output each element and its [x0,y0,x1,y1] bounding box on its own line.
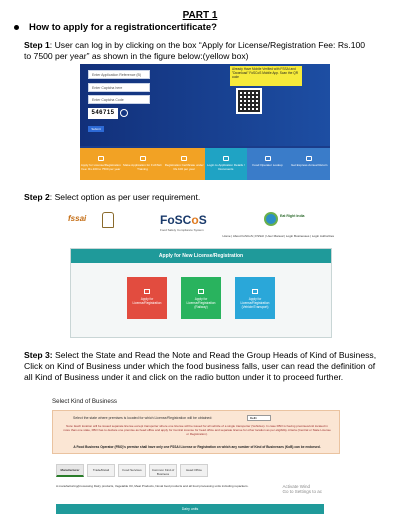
step2-text [24,192,374,203]
kob-description: A manufacturing/processing Dairy products, Vegetable Oil, Meat Products, Noval food products and all food processing units including repackers. [56,484,249,488]
location-note: Note: Each location will be issued separate license except transporter where one license will be issued for all vehicle of a single transporter (Vehicles). In case FBO is having premises/unit located in more than one state, FBO has to declare one premise as head office and apply for Central License for head office and separate license for other location as per eligibility criteria (Central or State License or Registration). [63,424,331,436]
apply-license-button[interactable] [127,277,167,319]
part-title: PART 1 [182,10,218,21]
tile-annual-return[interactable] [288,148,330,180]
refresh-icon[interactable] [120,109,128,117]
document-icon [306,156,312,161]
question-text: How to apply for a registrationcertificate? [29,22,217,33]
eat-right-india-icon [264,212,278,226]
watermark-line-1: Activate Wind [282,484,310,489]
state-note-box [52,410,340,454]
activation-watermark [282,484,322,494]
document-icon [140,156,146,161]
apply-vehicle-button[interactable] [235,277,275,319]
qr-code-pattern [238,90,260,112]
apply-button-label: Apply for License/Registration [132,297,162,305]
foscos-logo-part-a: FoSC [160,213,192,227]
kind-of-business-title: Select Kind of Business [52,398,118,405]
foscos-logo-part-o: o [191,213,199,227]
captcha-entry-field[interactable]: Enter Captcha here [88,83,150,92]
step2-label: Step 2 [24,192,50,202]
option-tiles [80,148,330,180]
mobile-app-note: Already Have Mobile Verified with FSSAI and "Download" FoSCoS Mobile App. Scan the QR code [230,66,302,86]
application-reference-field[interactable]: Enter Application Reference (B) [88,70,150,79]
tab-common-kob[interactable]: Common Kind of Business [149,464,177,477]
step3-body: Select the State and Read the Note and Read the Group Heads of Kind of Business, Click on Kind of Business under which the food business falls, user can read the definition of all Kind of Business under it and click on the radio button under it to proceed further. [24,350,377,382]
tile-label: Registration Certificate under Rs.100 per year [164,163,204,171]
tab-trade-retail[interactable]: Trade/Retail [87,464,115,477]
dairy-units-bar[interactable]: Dairy units [56,504,324,514]
tile-apply-license[interactable] [80,148,122,180]
search-icon [265,156,271,161]
tile-label: Apply for License/Registration Fee: Rs.100 to 7500 per year [80,163,121,171]
figure-kind-of-business [52,410,340,518]
state-prompt: Select the state where premises is located for which License/Registration will be obtained: [73,416,213,420]
tile-registration[interactable] [163,148,205,180]
document-icon [223,156,229,161]
step1-label: Step 1 [24,40,50,50]
tab-manufacturer[interactable]: Manufacturer [56,464,84,477]
document-icon [181,156,187,161]
tab-food-services[interactable]: Food Services [118,464,146,477]
kob-tabs [56,464,208,477]
document-icon [98,156,104,161]
submit-button[interactable]: Submit [88,126,104,132]
tile-label: Login to Application Details / Documents [207,163,245,171]
bullet-icon [14,25,19,30]
foscos-logo-part-b: S [198,213,207,227]
tile-login-details[interactable] [205,148,247,180]
fbo-premise-note: A Food Business Operator (FBO)'s premise shall have only one FSSAI License or Registration on which any number of Kind of Businesses (KoB) can be endorsed. [73,445,321,449]
figure-login-screenshot [80,64,330,180]
document-icon [252,289,258,294]
apply-button-label: Apply for License/Registration (Vehicle/Transport) [240,297,270,309]
document-icon [198,289,204,294]
qr-code [236,88,262,114]
step3-text [24,350,380,383]
fssai-logo: fssai [68,214,87,223]
tab-head-office[interactable]: Head Office [180,464,208,477]
foscos-subtitle: Food Safety Compliance System [160,228,204,232]
tile-label: Food Operator Lookup [252,163,283,167]
apply-panel-title: Apply for New License/Registration [71,249,331,263]
step3-label: Step 3: [24,350,53,360]
apply-railway-button[interactable] [181,277,221,319]
tile-fostac[interactable] [122,148,164,180]
tile-lookup[interactable] [247,148,289,180]
apply-panel [70,248,332,338]
state-select[interactable]: Delhi [247,415,271,421]
tile-label: Make Application for FoSTaC Training [123,163,162,171]
emblem-icon [102,212,114,228]
step1-body: : User can log in by clicking on the box “Apply for License/Registration Fee: Rs.100 to 7500 per year” as shown in the figure below:(yellow box) [24,40,366,61]
apply-button-label: Apply for License/Registration (Railway) [186,297,216,309]
document-icon [144,289,150,294]
question-line [14,22,217,33]
step2-body: : Select option as per user requirement. [49,192,201,202]
foscos-logo [160,213,207,227]
top-nav[interactable]: Home | About FoSCoS | FSSAI | User Manual | Login Businesses | Login Authorities [222,234,334,238]
eat-right-india-label: Eat Right India [280,214,305,218]
step1-text [24,40,374,62]
tile-label: Get Express Annual Return [291,163,328,167]
watermark-line-2: Go to Settings to ac [282,489,322,494]
login-panel [80,64,330,146]
figure-apply-options [64,210,338,340]
captcha-code-field[interactable]: Enter Captcha Code [88,95,150,104]
captcha-image: 546715 [88,108,118,119]
